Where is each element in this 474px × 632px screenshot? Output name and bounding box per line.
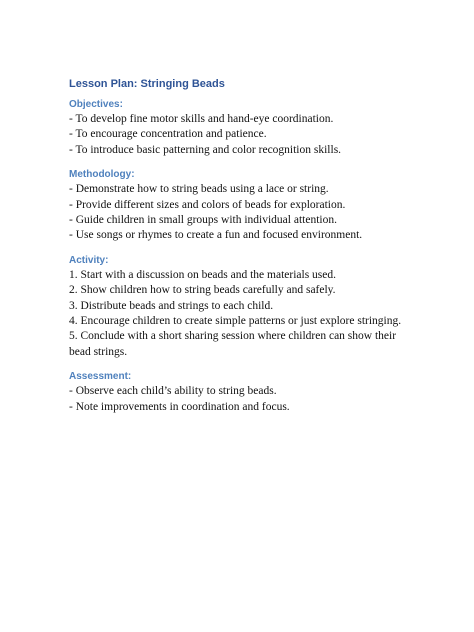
section-heading-objectives: Objectives: xyxy=(69,99,123,110)
section-objectives xyxy=(69,98,419,158)
methodology-list xyxy=(69,182,419,244)
list-item: - Use songs or rhymes to create a fun and focused environment. xyxy=(69,229,363,242)
list-item: - Demonstrate how to string beads using a lace or string. xyxy=(69,183,329,196)
list-item: - Provide different sizes and colors of beads for exploration. xyxy=(69,198,346,211)
section-methodology xyxy=(69,168,419,244)
list-item: 3. Distribute beads and strings to each child. xyxy=(69,299,274,312)
objectives-list xyxy=(69,112,419,158)
list-item: - To introduce basic patterning and color recognition skills. xyxy=(69,143,342,156)
activity-list xyxy=(69,268,419,360)
list-item: 4. Encourage children to create simple patterns or just explore stringing. xyxy=(69,315,402,328)
section-heading-methodology: Methodology: xyxy=(69,169,135,181)
section-heading-activity: Activity: xyxy=(69,254,109,266)
section-assessment xyxy=(69,370,419,415)
list-item: - To encourage concentration and patience. xyxy=(69,128,267,141)
list-item: 5. Conclude with a short sharing session where children can show their bead strings. xyxy=(69,330,397,358)
list-item: - Observe each child’s ability to string beads. xyxy=(69,385,277,398)
assessment-list xyxy=(69,384,419,415)
document-title: Lesson Plan: Stringing Beads xyxy=(69,78,225,90)
section-activity xyxy=(69,254,419,360)
list-item: - Note improvements in coordination and focus. xyxy=(69,400,290,413)
list-item: - To develop fine motor skills and hand-eye coordination. xyxy=(69,113,334,125)
section-heading-assessment: Assessment: xyxy=(69,371,132,383)
list-item: 1. Start with a discussion on beads and the materials used. xyxy=(69,268,337,281)
document-body xyxy=(69,76,419,415)
list-item: - Guide children in small groups with individual attention. xyxy=(69,214,337,227)
list-item: 2. Show children how to string beads carefully and safely. xyxy=(69,284,336,297)
